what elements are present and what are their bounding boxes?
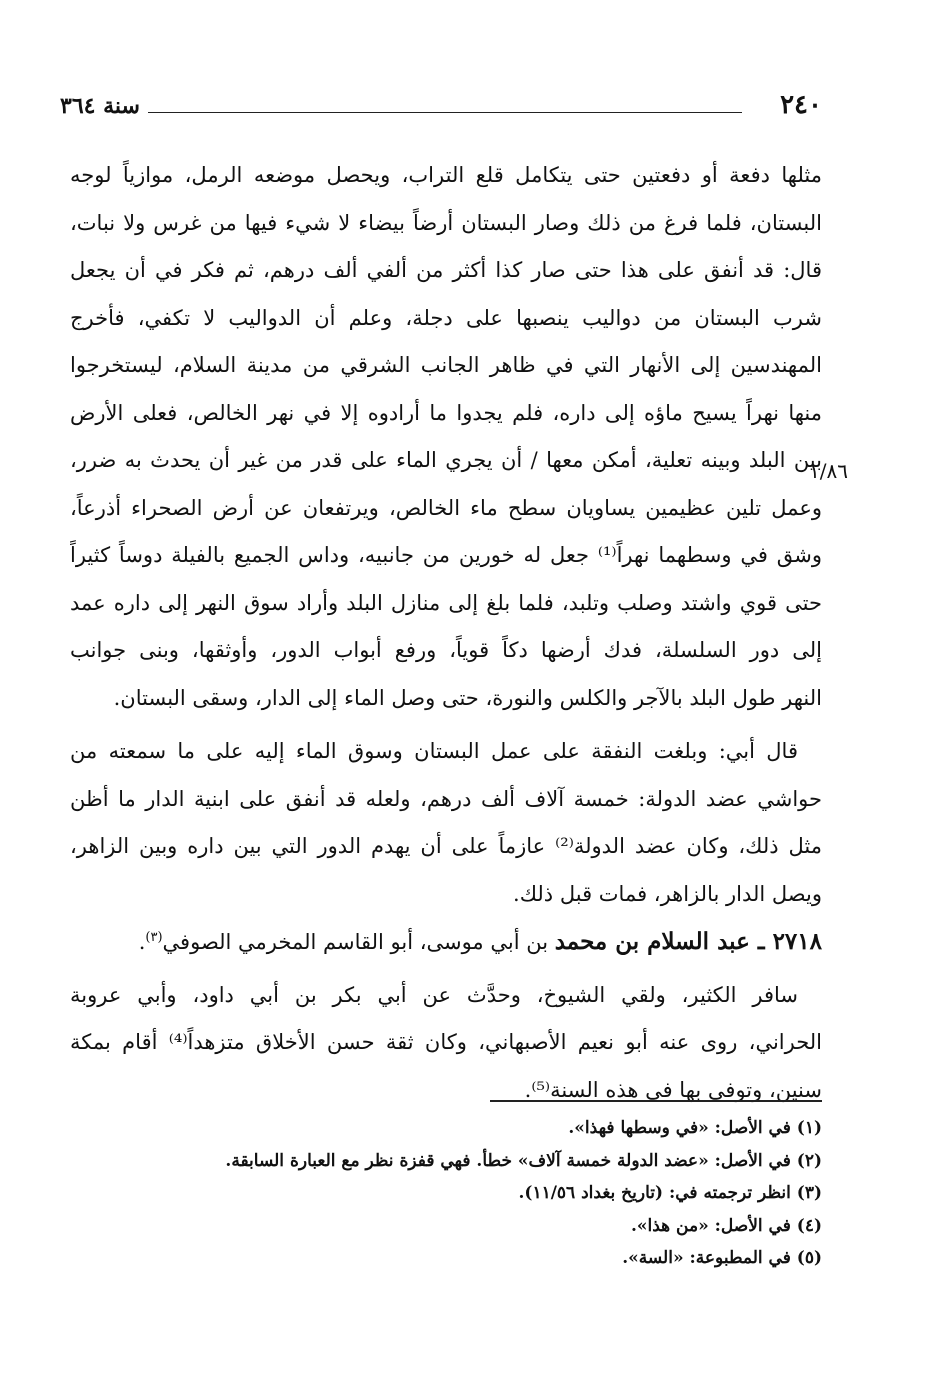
footnote-rule [490, 1100, 822, 1102]
footnote: (١) في الأصل: «في وسطها فهذا». [568, 1118, 822, 1138]
text-line: المهندسين إلى الأنهار التي في ظاهر الجانب الشرقي من مدينة السلام، ليستخرجوا [70, 353, 822, 377]
margin-folio-reference: ١/٨٦ [809, 459, 848, 483]
text-line: حواشي عضد الدولة: خمسة آلاف ألف درهم، ولعله قد أنفق على ابنية الدار ما أظن [70, 786, 822, 811]
footnote: (٣) انظر ترجمته في: (تاريخ بغداد ١١/٥٦). [518, 1183, 822, 1203]
text-line: وعمل تلين عظيمين يساويان سطح ماء الخالص، ويرتفعان عن أرض الصحراء أذرعاً، [70, 495, 822, 520]
entry-name: عبد السلام بن محمد [554, 928, 750, 955]
entry-dash: ـ [749, 928, 773, 955]
entry-heading [70, 918, 822, 966]
text-line: قال أبي: وبلغت النفقة على عمل البستان وسوق الماء إليه على ما سمعته من [70, 739, 798, 763]
text-line: وشق في وسطهما نهراً⁽¹⁾ جعل له خورين من جانبيه، وداس الجميع بالفيلة دوساً كثيراً [70, 543, 822, 567]
entry-end: . [138, 930, 146, 954]
text-line: البستان، فلما فرغ من ذلك وصار البستان أرضاً بيضاء لا شيء فيها من غرس ولا نبات، [70, 210, 822, 235]
text-line: شرب البستان من دواليب ينصبها على دجلة، وعلم أن الدواليب لا تكفي، فأخرج [70, 305, 822, 330]
header-rule [148, 112, 742, 113]
page-number: ٢٤٠ [780, 90, 822, 120]
text-line: مثلها دفعة أو دفعتين حتى يتكامل قلع التراب، ويحصل موضعه الرمل، موازياً لوجه [70, 163, 822, 187]
text-line: حتى قوي واشتد وصلب وتلبد، فلما بلغ إلى منازل البلد وأراد سوق النهر إلى داره عمد [70, 590, 822, 615]
text-line: ويصل الدار بالزاهر، فمات قبل ذلك. [513, 881, 822, 906]
text-line: الحراني، روى عنه أبو نعيم الأصبهاني، وكان ثقة حسن الأخلاق متزهداً⁽⁴⁾ أقام بمكة [70, 1030, 822, 1054]
paragraph-2 [70, 728, 822, 918]
text-line: منها نهراً يسيح ماؤه إلى داره، فلم يجدوا ما أرادوه إلا في نهر الخالص، فعلى الأرض [70, 400, 822, 425]
footnote: (٤) في الأصل: «من هذا». [630, 1215, 822, 1236]
entry-paragraph [70, 972, 822, 1115]
text-line: قال: قد أنفق على هذا حتى صار كذا أكثر من ألفي ألف درهم، ثم فكر في أن يجعل [70, 258, 822, 282]
running-header [60, 90, 822, 130]
year-label: سنة ٣٦٤ [60, 93, 140, 119]
entry-number: ٢٧١٨ [772, 928, 822, 955]
text-line: سنين، وتوفي بها في هذه السنة⁽⁵⁾. [524, 1077, 822, 1102]
text-line: النهر طول البلد بالآجر والكلس والنورة، حتى وصل الماء إلى الدار، وسقى البستان. [113, 685, 822, 710]
main-text [70, 152, 822, 1114]
footnote-marker: (٣) [145, 930, 163, 945]
footnote: (٥) في المطبوعة: «السة». [622, 1248, 822, 1268]
text-line: سافر الكثير، ولقي الشيوخ، وحدَّث عن أبي بكر بن أبي داود، وأبي عروبة [70, 982, 798, 1007]
footnote: (٢) في الأصل: «عضد الدولة خمسة آلاف» خطأ. فهي قفزة نظر مع العبارة السابقة. [225, 1150, 822, 1171]
text-line: إلى دور السلسلة، فدك أرضها دكاً قوياً، ورفع أبواب الدور، وأوثقها، وبنى جوانب [70, 638, 822, 662]
footnotes [102, 1112, 822, 1275]
paragraph-1 [70, 152, 822, 722]
text-line: بين البلد وبينه تعلية، أمكن معها / أن يجري الماء على قدر من غير أن يحدث به ضرر، [70, 448, 822, 472]
entry-lineage: بن أبي موسى، أبو القاسم المخرمي الصوفي [162, 930, 555, 954]
text-line: مثل ذلك، وكان عضد الدولة⁽²⁾ عازماً على أن يهدم الدور التي بين داره وبين الزاهر، [70, 834, 822, 858]
